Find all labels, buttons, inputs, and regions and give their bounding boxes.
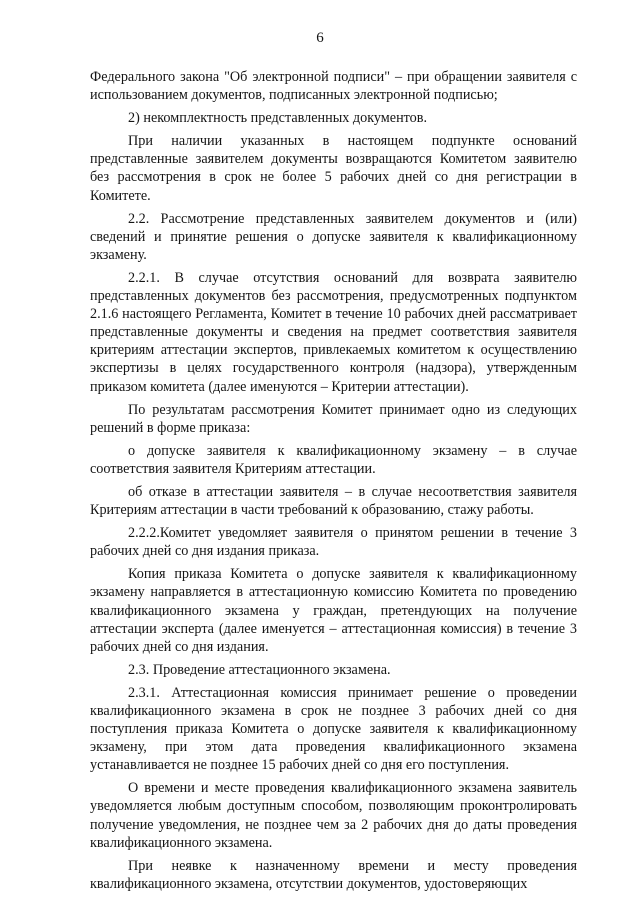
paragraph-13: О времени и месте проведения квалификационного экзамена заявитель уведомляется любым доступным способом, позволяющим проконтролировать получение уведомления, не позднее чем за 2 рабочих дня до даты проведения квалификационного экзамена.	[90, 780, 577, 851]
paragraph-9: 2.2.2.Комитет уведомляет заявителя о принятом решении в течение 3 рабочих дней со дня издания приказа.	[90, 525, 577, 560]
paragraph-11: 2.3. Проведение аттестационного экзамена.	[128, 661, 391, 678]
paragraph-1: Федерального закона "Об электронной подписи" – при обращении заявителя с использованием документов, подписанных электронной подписью;	[90, 69, 577, 104]
paragraph-2: 2) некомплектность представленных документов.	[128, 110, 428, 127]
paragraph-4: 2.2. Рассмотрение представленных заявителем документов и (или) сведений и принятие решения о допуске заявителя к квалификационному экзамену.	[90, 210, 577, 263]
paragraph-8: об отказе в аттестации заявителя – в случае несоответствия заявителя Критериям аттестации в части требований к образованию, стажу работы.	[90, 483, 577, 519]
page-number: 6	[316, 30, 324, 46]
paragraph-12: 2.3.1. Аттестационная комиссия принимает решение о проведении квалификационного экзамена в срок не позднее 3 рабочих дней со дня поступления приказа Комитета о допуске заявителя к квалификационному экзамену, при этом дата проведения квалификационного экзамена устанавливается не позднее 15 рабочих дней со дня его поступления.	[90, 684, 577, 774]
paragraph-7: о допуске заявителя к квалификационному экзамену – в случае соответствия заявителя Критериям аттестации.	[90, 442, 577, 477]
paragraph-5: 2.2.1. В случае отсутствия оснований для возврата заявителю представленных документов без рассмотрения, предусмотренных подпунктом 2.1.6 настоящего Регламента, Комитет в течение 10 рабочих дней рассматривает представленные документы и сведения на предмет соответствия заявителя критериям аттестации экспертов, привлекаемых комитетом к осуществлению экспертизы в целях государственного контроля (надзора), утвержденным приказом комитета (далее именуются – Критерии аттестации).	[90, 269, 577, 395]
paragraph-10: Копия приказа Комитета о допуске заявителя к квалификационному экзамену направляется в аттестационную комиссию Комитета по проведению квалификационного экзамена у граждан, претендующих на получение аттестации эксперта (далее именуется – аттестационная комиссия) в течение 3 рабочих дней со дня издания.	[90, 566, 577, 655]
paragraph-3: При наличии указанных в настоящем подпункте оснований представленные заявителем документы возвращаются Комитетом заявителю без рассмотрения в срок не более 5 рабочих дней со дня регистрации в Комитете.	[90, 133, 577, 204]
paragraph-14: При неявке к назначенному времени и месту проведения квалификационного экзамена, отсутствии документов, удостоверяющих	[90, 857, 577, 892]
paragraph-6: По результатам рассмотрения Комитет принимает одно из следующих решений в форме приказа:	[90, 401, 577, 436]
document-body	[90, 68, 577, 898]
